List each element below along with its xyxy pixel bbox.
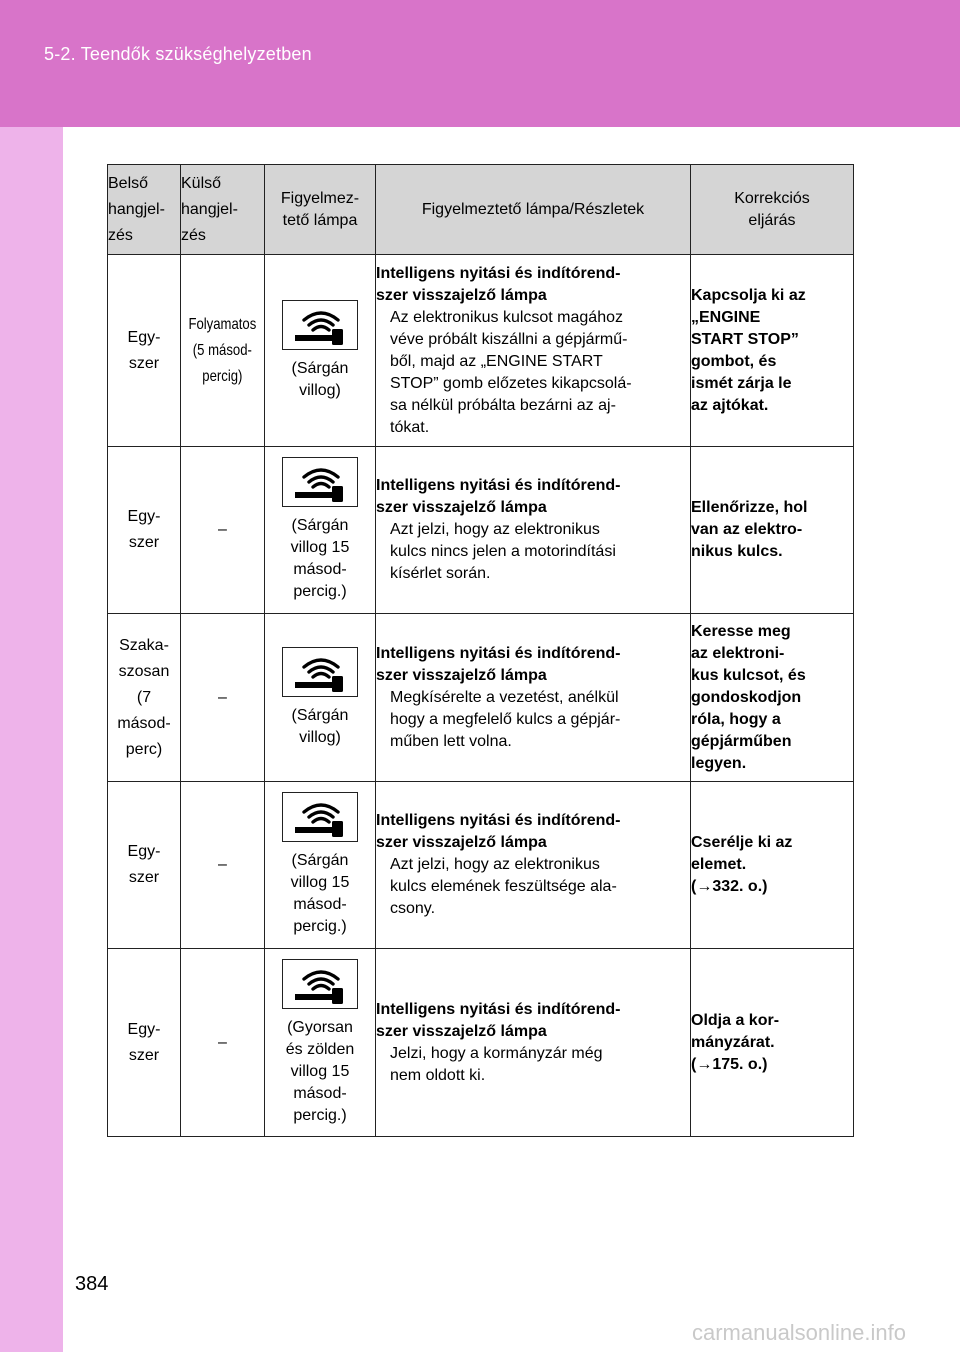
details-cell bbox=[376, 447, 691, 614]
detail-title: Intelligens nyitási és indítórend- szer visszajelző lámpa bbox=[376, 812, 621, 851]
lamp-description: (Gyorsan és zölden villog 15 másod- percig.) bbox=[285, 1018, 355, 1124]
external-signal-cell bbox=[181, 782, 265, 949]
col-header-lamp: Figyelmez- tető lámpa bbox=[265, 165, 376, 255]
external-signal-text: – bbox=[218, 521, 227, 538]
external-signal-cell bbox=[181, 949, 265, 1137]
detail-body: Az elektronikus kulcsot magához véve próbált kiszállni a gépjármű- ből, majd az „ENGINE START STOP” gomb előzetes kikapcsolá- sa nélkül próbálta bezárni az aj- tókat. bbox=[390, 308, 632, 436]
detail-body: Megkísérelte a vezetést, anélkül hogy a megfelelő kulcs a gépjár- műben lett volna. bbox=[390, 688, 621, 750]
internal-signal-cell bbox=[108, 949, 181, 1137]
details-cell bbox=[376, 949, 691, 1137]
external-signal-cell bbox=[181, 255, 265, 447]
external-signal-text: Folyamatos (5 másod- percig) bbox=[188, 315, 257, 385]
details-cell bbox=[376, 614, 691, 782]
lamp-cell bbox=[265, 614, 376, 782]
internal-signal-text: Egy- szer bbox=[127, 1020, 161, 1064]
external-signal-text: – bbox=[218, 856, 227, 873]
table-header-row bbox=[108, 165, 854, 255]
internal-signal-cell bbox=[108, 255, 181, 447]
external-signal-text: – bbox=[218, 688, 227, 706]
external-signal-text: – bbox=[218, 1033, 227, 1051]
corrective-action: Keresse meg az elektroni- kus kulcsot, és gondoskodjon róla, hogy a gépjárműben legyen. bbox=[691, 614, 854, 782]
col-header-internal: Belső hangjel- zés bbox=[108, 165, 181, 255]
table-row bbox=[108, 949, 854, 1137]
detail-title: Intelligens nyitási és indítórend- szer visszajelző lámpa bbox=[376, 477, 621, 516]
detail-title: Intelligens nyitási és indítórend- szer visszajelző lámpa bbox=[376, 1000, 621, 1040]
lamp-cell bbox=[265, 447, 376, 614]
corrective-action: Cserélje ki az elemet. (→332. o.) bbox=[691, 782, 854, 949]
table-row bbox=[108, 255, 854, 447]
lamp-description: (Sárgán villog 15 másod- percig.) bbox=[290, 852, 350, 935]
internal-signal-text: Szaka- szosan (7 másod- perc) bbox=[117, 636, 171, 758]
corrective-action: Oldja a kor- mányzárat. (→175. o.) bbox=[691, 949, 854, 1137]
warning-table bbox=[107, 164, 854, 1137]
lamp-description: (Sárgán villog 15 másod- percig.) bbox=[290, 517, 350, 600]
internal-signal-text: Egy- szer bbox=[127, 328, 161, 372]
lamp-cell bbox=[265, 255, 376, 447]
smart-key-indicator-icon bbox=[282, 457, 358, 507]
col-header-external: Külső hangjel- zés bbox=[181, 165, 265, 255]
detail-body: Azt jelzi, hogy az elektronikus kulcs nincs jelen a motorindítási kísérlet során. bbox=[390, 521, 616, 582]
lamp-cell bbox=[265, 782, 376, 949]
internal-signal-cell bbox=[108, 614, 181, 782]
internal-signal-text: Egy- szer bbox=[127, 508, 161, 551]
watermark: carmanualsonline.info bbox=[691, 1320, 906, 1345]
col-header-details: Figyelmeztető lámpa/Részletek bbox=[376, 165, 691, 255]
detail-body: Jelzi, hogy a kormányzár még nem oldott ki. bbox=[390, 1044, 603, 1084]
lamp-description: (Sárgán villog) bbox=[291, 706, 349, 746]
external-signal-cell bbox=[181, 614, 265, 782]
internal-signal-cell bbox=[108, 782, 181, 949]
table-row bbox=[108, 614, 854, 782]
col-header-action: Korrekciós eljárás bbox=[691, 165, 854, 255]
lamp-description: (Sárgán villog) bbox=[291, 359, 349, 399]
detail-body: Azt jelzi, hogy az elektronikus kulcs elemének feszültsége ala- csony. bbox=[390, 856, 617, 917]
smart-key-indicator-icon bbox=[282, 300, 358, 350]
detail-title: Intelligens nyitási és indítórend- szer visszajelző lámpa bbox=[376, 264, 621, 304]
chapter-header bbox=[0, 0, 960, 127]
page-number: 384 bbox=[75, 1273, 109, 1295]
table-row bbox=[108, 447, 854, 614]
page-side-band bbox=[0, 127, 63, 1352]
details-cell bbox=[376, 255, 691, 447]
smart-key-indicator-icon bbox=[282, 792, 358, 842]
lamp-cell bbox=[265, 949, 376, 1137]
external-signal-cell bbox=[181, 447, 265, 614]
smart-key-indicator-icon bbox=[282, 647, 358, 697]
internal-signal-cell bbox=[108, 447, 181, 614]
details-cell bbox=[376, 782, 691, 949]
internal-signal-text: Egy- szer bbox=[127, 843, 161, 886]
smart-key-indicator-icon bbox=[282, 959, 358, 1009]
detail-title: Intelligens nyitási és indítórend- szer visszajelző lámpa bbox=[376, 644, 621, 684]
corrective-action: Kapcsolja ki az „ENGINE START STOP” gombot, és ismét zárja le az ajtókat. bbox=[691, 255, 854, 447]
corrective-action: Ellenőrizze, hol van az elektro- nikus kulcs. bbox=[691, 447, 854, 614]
chapter-title: 5-2. Teendők szükséghelyzetben bbox=[44, 44, 312, 64]
table-row bbox=[108, 782, 854, 949]
